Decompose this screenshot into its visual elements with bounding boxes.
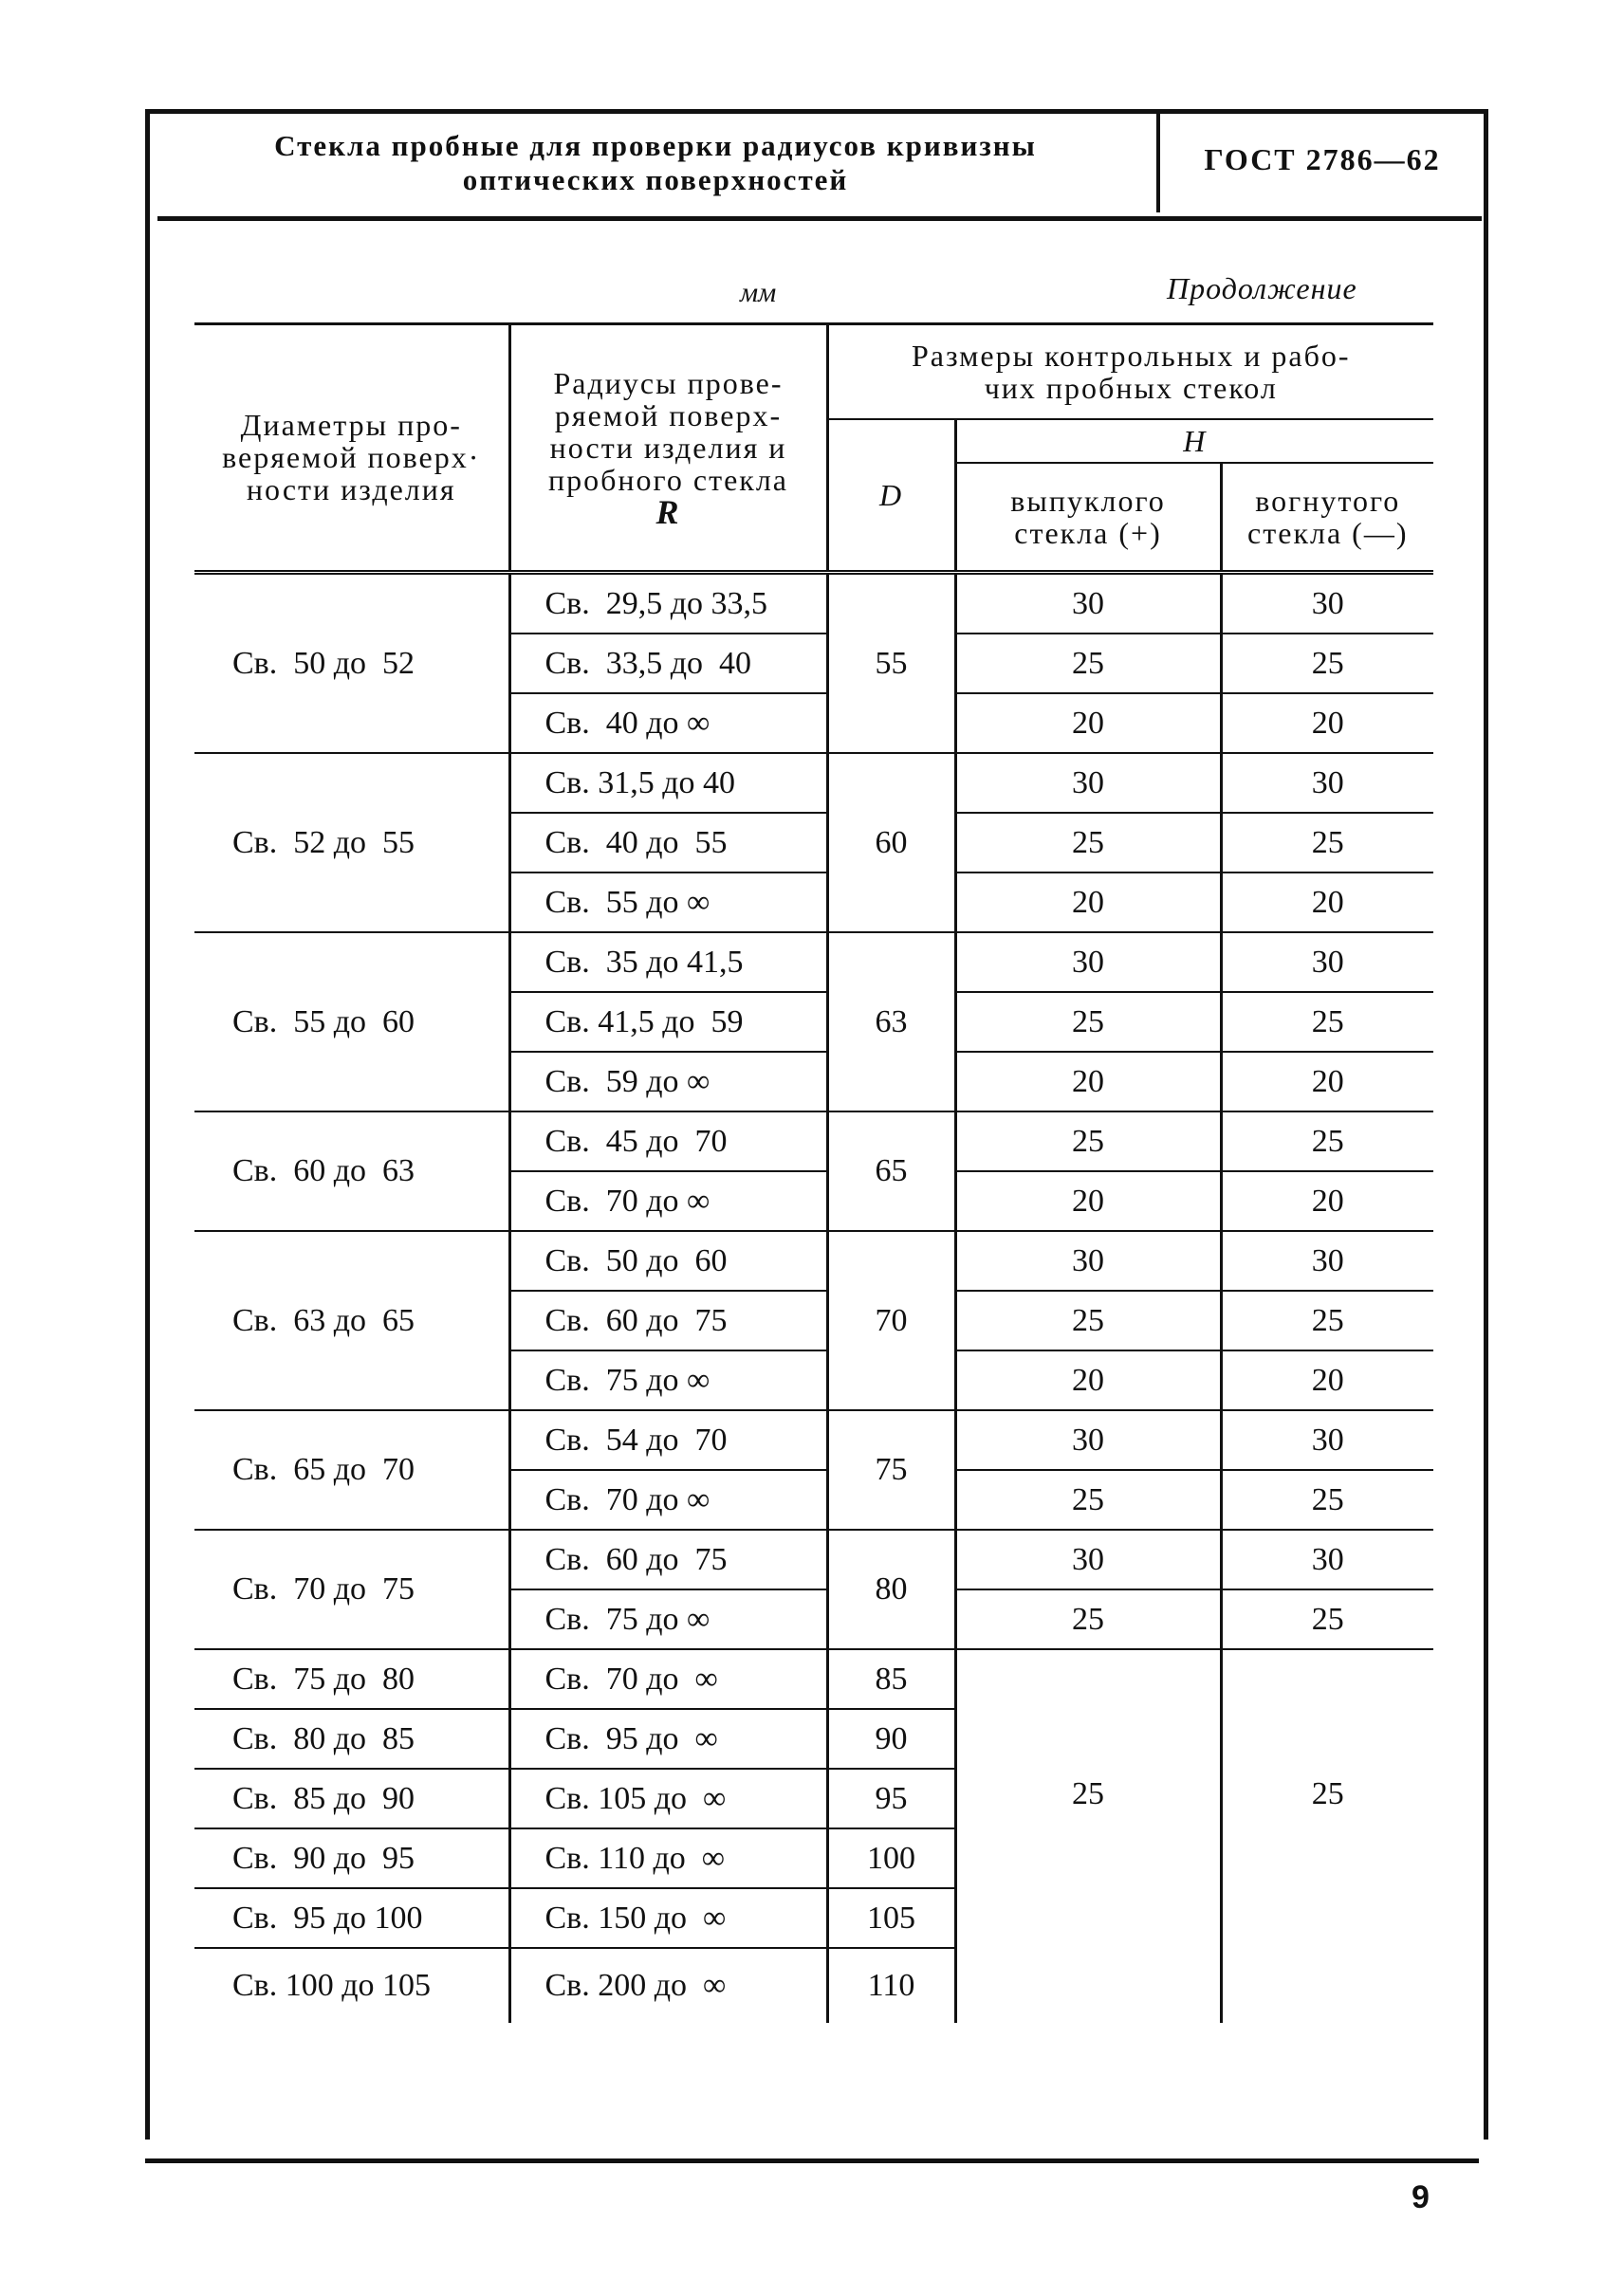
d-cell: 63 (827, 932, 955, 1111)
d-cell: 105 (827, 1888, 955, 1948)
table-row (194, 753, 1433, 813)
col-header-diameter-line: Диаметры про- (240, 408, 462, 442)
col-header-radius-line: ряемой поверх- (554, 398, 783, 432)
convex-cell: 30 (955, 932, 1221, 992)
d-cell: 70 (827, 1231, 955, 1410)
d-cell: 65 (827, 1111, 955, 1231)
col-header-radius-line: пробного стекла (548, 463, 788, 497)
concave-cell: 20 (1221, 1350, 1433, 1410)
col-header-sizes-line: чих пробных стекол (984, 371, 1278, 405)
concave-cell: 20 (1221, 693, 1433, 753)
table-row (194, 1231, 1433, 1291)
col-header-diameter-line: ности изделия (246, 472, 456, 506)
concave-cell: 25 (1221, 1589, 1433, 1649)
radius-cell: Св. 75 до ∞ (509, 1589, 827, 1649)
concave-cell: 20 (1221, 872, 1433, 932)
concave-cell: 25 (1221, 1291, 1433, 1350)
col-header-sizes (827, 324, 1433, 420)
convex-cell: 25 (955, 1291, 1221, 1350)
d-cell: 60 (827, 753, 955, 932)
radius-cell: Св. 60 до 75 (509, 1291, 827, 1350)
table-row (194, 1111, 1433, 1171)
bottom-rule (145, 2158, 1479, 2163)
concave-cell: 20 (1221, 1171, 1433, 1231)
col-header-sizes-line: Размеры контрольных и рабо- (911, 339, 1351, 373)
data-table (194, 322, 1433, 2023)
table-row (194, 932, 1433, 992)
d-cell: 55 (827, 573, 955, 754)
table-row (194, 1649, 1433, 1709)
radius-cell: Св. 41,5 до 59 (509, 992, 827, 1052)
diameter-cell: Св. 85 до 90 (194, 1769, 509, 1828)
concave-cell: 25 (1311, 1775, 1344, 1811)
convex-cell: 20 (955, 1052, 1221, 1111)
concave-cell: 30 (1221, 1410, 1433, 1470)
convex-cell: 25 (955, 1589, 1221, 1649)
convex-cell: 25 (955, 1649, 1221, 2023)
concave-cell: 30 (1221, 1231, 1433, 1291)
convex-cell: 30 (955, 573, 1221, 634)
radius-symbol: R (655, 493, 681, 531)
col-header-h: H (955, 419, 1433, 463)
header-separator (1156, 110, 1160, 212)
diameter-cell: Св. 70 до 75 (194, 1530, 509, 1649)
convex-cell: 20 (955, 872, 1221, 932)
radius-cell: Св. 200 до ∞ (509, 1948, 827, 2023)
diameter-cell: Св. 95 до 100 (194, 1888, 509, 1948)
title-line-1: Стекла пробные для проверки радиусов кривизны (274, 129, 1037, 162)
radius-cell: Св. 45 до 70 (509, 1111, 827, 1171)
concave-cell: 30 (1221, 1530, 1433, 1589)
page-number: 9 (1412, 2179, 1430, 2215)
col-header-d: D (827, 419, 955, 573)
diameter-cell: Св. 63 до 65 (194, 1231, 509, 1410)
col-header-radius-line: ности изделия и (549, 431, 787, 465)
convex-cell: 25 (955, 634, 1221, 693)
diameter-cell: Св. 65 до 70 (194, 1410, 509, 1530)
col-header-convex (955, 463, 1221, 573)
col-header-radius-line: Радиусы прове- (553, 366, 784, 400)
convex-cell: 20 (955, 693, 1221, 753)
d-cell: 100 (827, 1828, 955, 1888)
radius-cell: Св. 70 до ∞ (509, 1171, 827, 1231)
radius-cell: Св. 95 до ∞ (509, 1709, 827, 1769)
diameter-cell: Св. 60 до 63 (194, 1111, 509, 1231)
radius-cell: Св. 60 до 75 (509, 1530, 827, 1589)
d-cell: 90 (827, 1709, 955, 1769)
radius-cell: Св. 75 до ∞ (509, 1350, 827, 1410)
gost-number: ГОСТ 2786—62 (1204, 142, 1441, 176)
unit-label: мм (740, 277, 777, 308)
convex-cell: 30 (955, 1410, 1221, 1470)
convex-cell: 20 (955, 1171, 1221, 1231)
radius-cell: Св. 29,5 до 33,5 (509, 573, 827, 634)
convex-cell: 30 (955, 1530, 1221, 1589)
concave-cell: 25 (1221, 992, 1433, 1052)
convex-cell: 25 (955, 813, 1221, 872)
d-cell: 110 (827, 1948, 955, 2023)
radius-cell: Св. 150 до ∞ (509, 1888, 827, 1948)
title-line-2: оптических поверхностей (462, 163, 849, 196)
concave-cell: 20 (1221, 1052, 1433, 1111)
radius-cell: Св. 70 до ∞ (509, 1649, 827, 1709)
d-cell: 95 (827, 1769, 955, 1828)
radius-cell: Св. 105 до ∞ (509, 1769, 827, 1828)
concave-cell: 25 (1221, 813, 1433, 872)
col-header-convex-line: выпуклого (1010, 484, 1166, 518)
radius-cell: Св. 70 до ∞ (509, 1470, 827, 1530)
concave-cell: 25 (1221, 1111, 1433, 1171)
header (157, 110, 1482, 221)
radius-cell: Св. 50 до 60 (509, 1231, 827, 1291)
radius-cell: Св. 33,5 до 40 (509, 634, 827, 693)
radius-cell: Св. 40 до 55 (509, 813, 827, 872)
diameter-cell: Св. 75 до 80 (194, 1649, 509, 1709)
radius-cell: Св. 35 до 41,5 (509, 932, 827, 992)
d-cell: 85 (827, 1649, 955, 1709)
d-cell: 80 (827, 1530, 955, 1649)
convex-cell: 25 (955, 1470, 1221, 1530)
table-row (194, 1530, 1433, 1589)
convex-cell: 30 (955, 753, 1221, 813)
convex-cell: 30 (955, 1231, 1221, 1291)
d-cell: 75 (827, 1410, 955, 1530)
convex-cell: 25 (955, 1111, 1221, 1171)
diameter-cell: Св. 100 до 105 (194, 1948, 509, 2023)
col-header-diameter (194, 324, 509, 573)
continuation-label: Продолжение (1167, 271, 1357, 305)
radius-cell: Св. 59 до ∞ (509, 1052, 827, 1111)
table-row (194, 1410, 1433, 1470)
col-header-concave-line: вогнутого (1255, 484, 1401, 518)
col-header-concave-line: стекла (—) (1247, 516, 1409, 550)
radius-cell: Св. 110 до ∞ (509, 1828, 827, 1888)
convex-cell: 25 (955, 992, 1221, 1052)
diameter-cell: Св. 90 до 95 (194, 1828, 509, 1888)
concave-cell: 25 (1221, 634, 1433, 693)
diameter-cell: Св. 50 до 52 (194, 573, 509, 754)
radius-cell: Св. 55 до ∞ (509, 872, 827, 932)
concave-cell: 25 (1221, 1470, 1433, 1530)
table-row (194, 573, 1433, 634)
concave-cell: 30 (1221, 753, 1433, 813)
diameter-cell: Св. 52 до 55 (194, 753, 509, 932)
diameter-cell: Св. 80 до 85 (194, 1709, 509, 1769)
col-header-convex-line: стекла (+) (1014, 516, 1162, 550)
convex-cell: 20 (955, 1350, 1221, 1410)
document-title (157, 129, 1153, 197)
col-header-diameter-line: веряемой поверх· (222, 440, 481, 474)
diameter-cell: Св. 55 до 60 (194, 932, 509, 1111)
col-header-concave (1221, 463, 1433, 573)
radius-cell: Св. 40 до ∞ (509, 693, 827, 753)
concave-cell: 30 (1221, 932, 1433, 992)
radius-cell: Св. 31,5 до 40 (509, 753, 827, 813)
concave-cell: 30 (1221, 573, 1433, 634)
radius-cell: Св. 54 до 70 (509, 1410, 827, 1470)
col-header-radius (509, 324, 827, 573)
